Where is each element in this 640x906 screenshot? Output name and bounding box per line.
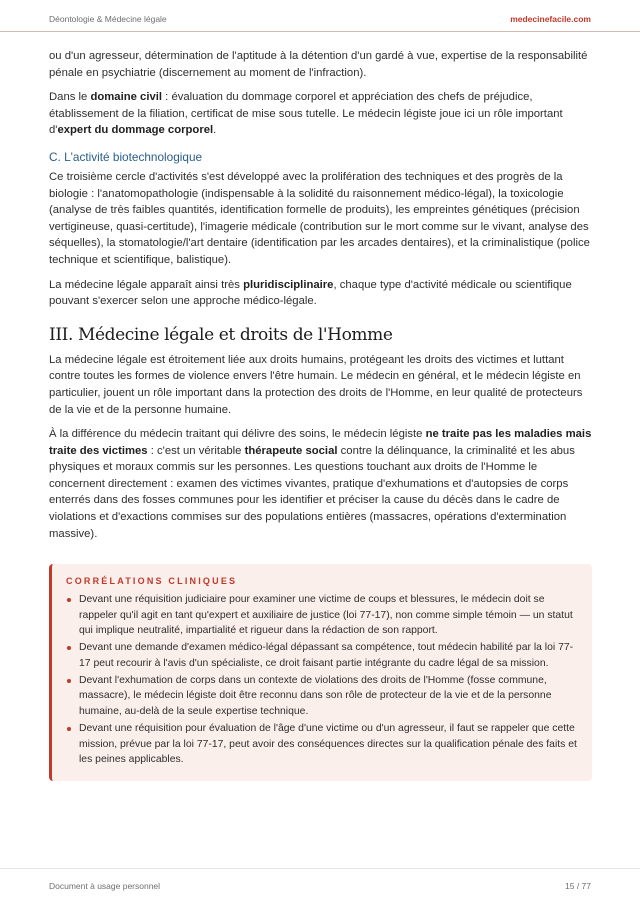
term-civil-domain: domaine civil xyxy=(90,91,163,104)
term-pluridisciplinary: pluridisciplinaire xyxy=(243,278,334,291)
header-title: Déontologie & Médecine légale xyxy=(49,14,167,24)
list-item: Devant une réquisition pour évaluation de l'âge d'une victime ou d'un agresseur, il faut se rappeler que cette mission, prévue par la loi 77-17, peut avoir des conséquences directes sur la qualification pénale des faits et les peines applicables. xyxy=(66,721,578,768)
term-treats-victims: ne traite pas les maladies mais traite des victimes xyxy=(49,428,592,457)
page-footer xyxy=(0,868,640,906)
paragraph-human-rights: La médecine légale est étroitement liée aux droits humains, protégeant les droits des victimes et luttant contre toutes les formes de violence envers l'être humain. Le médecin en général, et le médecin légiste en particulier, jouent un rôle important dans la protection des droits de l'Homme, en leur qualité de protecteurs de la vie et de la personne humaine. xyxy=(49,353,583,416)
page-number: 15 / 77 xyxy=(565,881,591,891)
paragraph-penal-continued: ou d'un agresseur, détermination de l'aptitude à la détention d'un gardé à vue, expertise de la responsabilité pénale en psychiatrie (discernement au moment de l'infraction). xyxy=(49,50,588,79)
bullet-icon xyxy=(67,727,71,731)
list-item: Devant l'exhumation de corps dans un contexte de violations des droits de l'Homme (fosse commune, massacre), le médecin légiste doit être reconnu dans son rôle de protecteur de la vie et de la personne humaine, au-delà de la seule expertise technique. xyxy=(66,673,578,720)
paragraph-civil-domain: Dans le domaine civil : évaluation du dommage corporel et appréciation des chefs de préjudice, établissement de la filiation, certificat de mise sous tutelle. Le médecin légiste joue ici un rôle important d'expert du dommage corporel. xyxy=(49,91,563,137)
list-item: Devant une réquisition judiciaire pour examiner une victime de coups et blessures, le médecin doit se rappeler qu'il agit en tant qu'expert et auxiliaire de justice (loi 77-17), non comme simple témoin — un statut qui implique neutralité, impartialité et rigueur dans la rédaction de son rapport. xyxy=(66,592,578,639)
bullet-icon xyxy=(67,679,71,683)
term-expert: expert du dommage corporel xyxy=(57,124,214,137)
bullet-icon xyxy=(67,646,71,650)
paragraph-social-therapist: À la différence du médecin traitant qui délivre des soins, le médecin légiste ne traite pas les maladies mais traite des victimes : c'est un véritable thérapeute social contre la délinquance, la criminalité et les abus physiques et moraux commis sur les personnes. Les questions touchant aux droits de l'Homme le concernent directement : examen des victimes vivantes, pratique d'exhumations et d'autopsies de corps enterrés dans des fosses communes pour les identifier et préciser la cause du décès dans le cadre de violations et d'exactions commises sur des populations entières (massacres, opérations d'extermination massive). xyxy=(49,428,592,540)
callout-title: CORRÉLATIONS CLINIQUES xyxy=(66,576,238,586)
term-social-therapist: thérapeute social xyxy=(244,444,338,457)
site-link[interactable]: medecinefacile.com xyxy=(510,14,591,24)
bullet-icon xyxy=(67,598,71,602)
section-heading-iii: III. Médecine légale et droits de l'Homme xyxy=(49,324,393,345)
callout-list xyxy=(66,592,578,768)
paragraph-pluridisciplinary: La médecine légale apparaît ainsi très pluridisciplinaire, chaque type d'activité médicale ou scientifique pouvant s'exercer selon une approche médico-légale. xyxy=(49,278,572,308)
list-item: Devant une demande d'examen médico-légal dépassant sa compétence, tout médecin habilité par la loi 77-17 peut recourir à l'avis d'un spécialiste, ce droit faisant partie intégrante du cadre légal de sa mission. xyxy=(66,640,578,671)
clinical-correlations-box xyxy=(49,564,592,781)
page-header xyxy=(0,0,640,32)
main-content xyxy=(49,48,593,550)
paragraph-biotech: Ce troisième cercle d'activités s'est développé avec la prolifération des techniques et des progrès de la biologie : l'anatomopathologie (indispensable à la solidité du raisonnement médico-légal), la toxicologie (analyse de très faibles quantités, identification formelle de produits), les empreintes génétiques (précision vertigineuse, quasi-certitude), l'imagerie médicale (contribution sur le mort comme sur le vivant, analyse des séquelles), la stomatologie/l'art dentaire (identification par les arcades dentaires), et la criminalistique (police technique et scientifique, balistique). xyxy=(49,170,590,266)
section-heading-c: C. L'activité biotechnologique xyxy=(49,149,203,164)
footer-note: Document à usage personnel xyxy=(49,881,161,891)
